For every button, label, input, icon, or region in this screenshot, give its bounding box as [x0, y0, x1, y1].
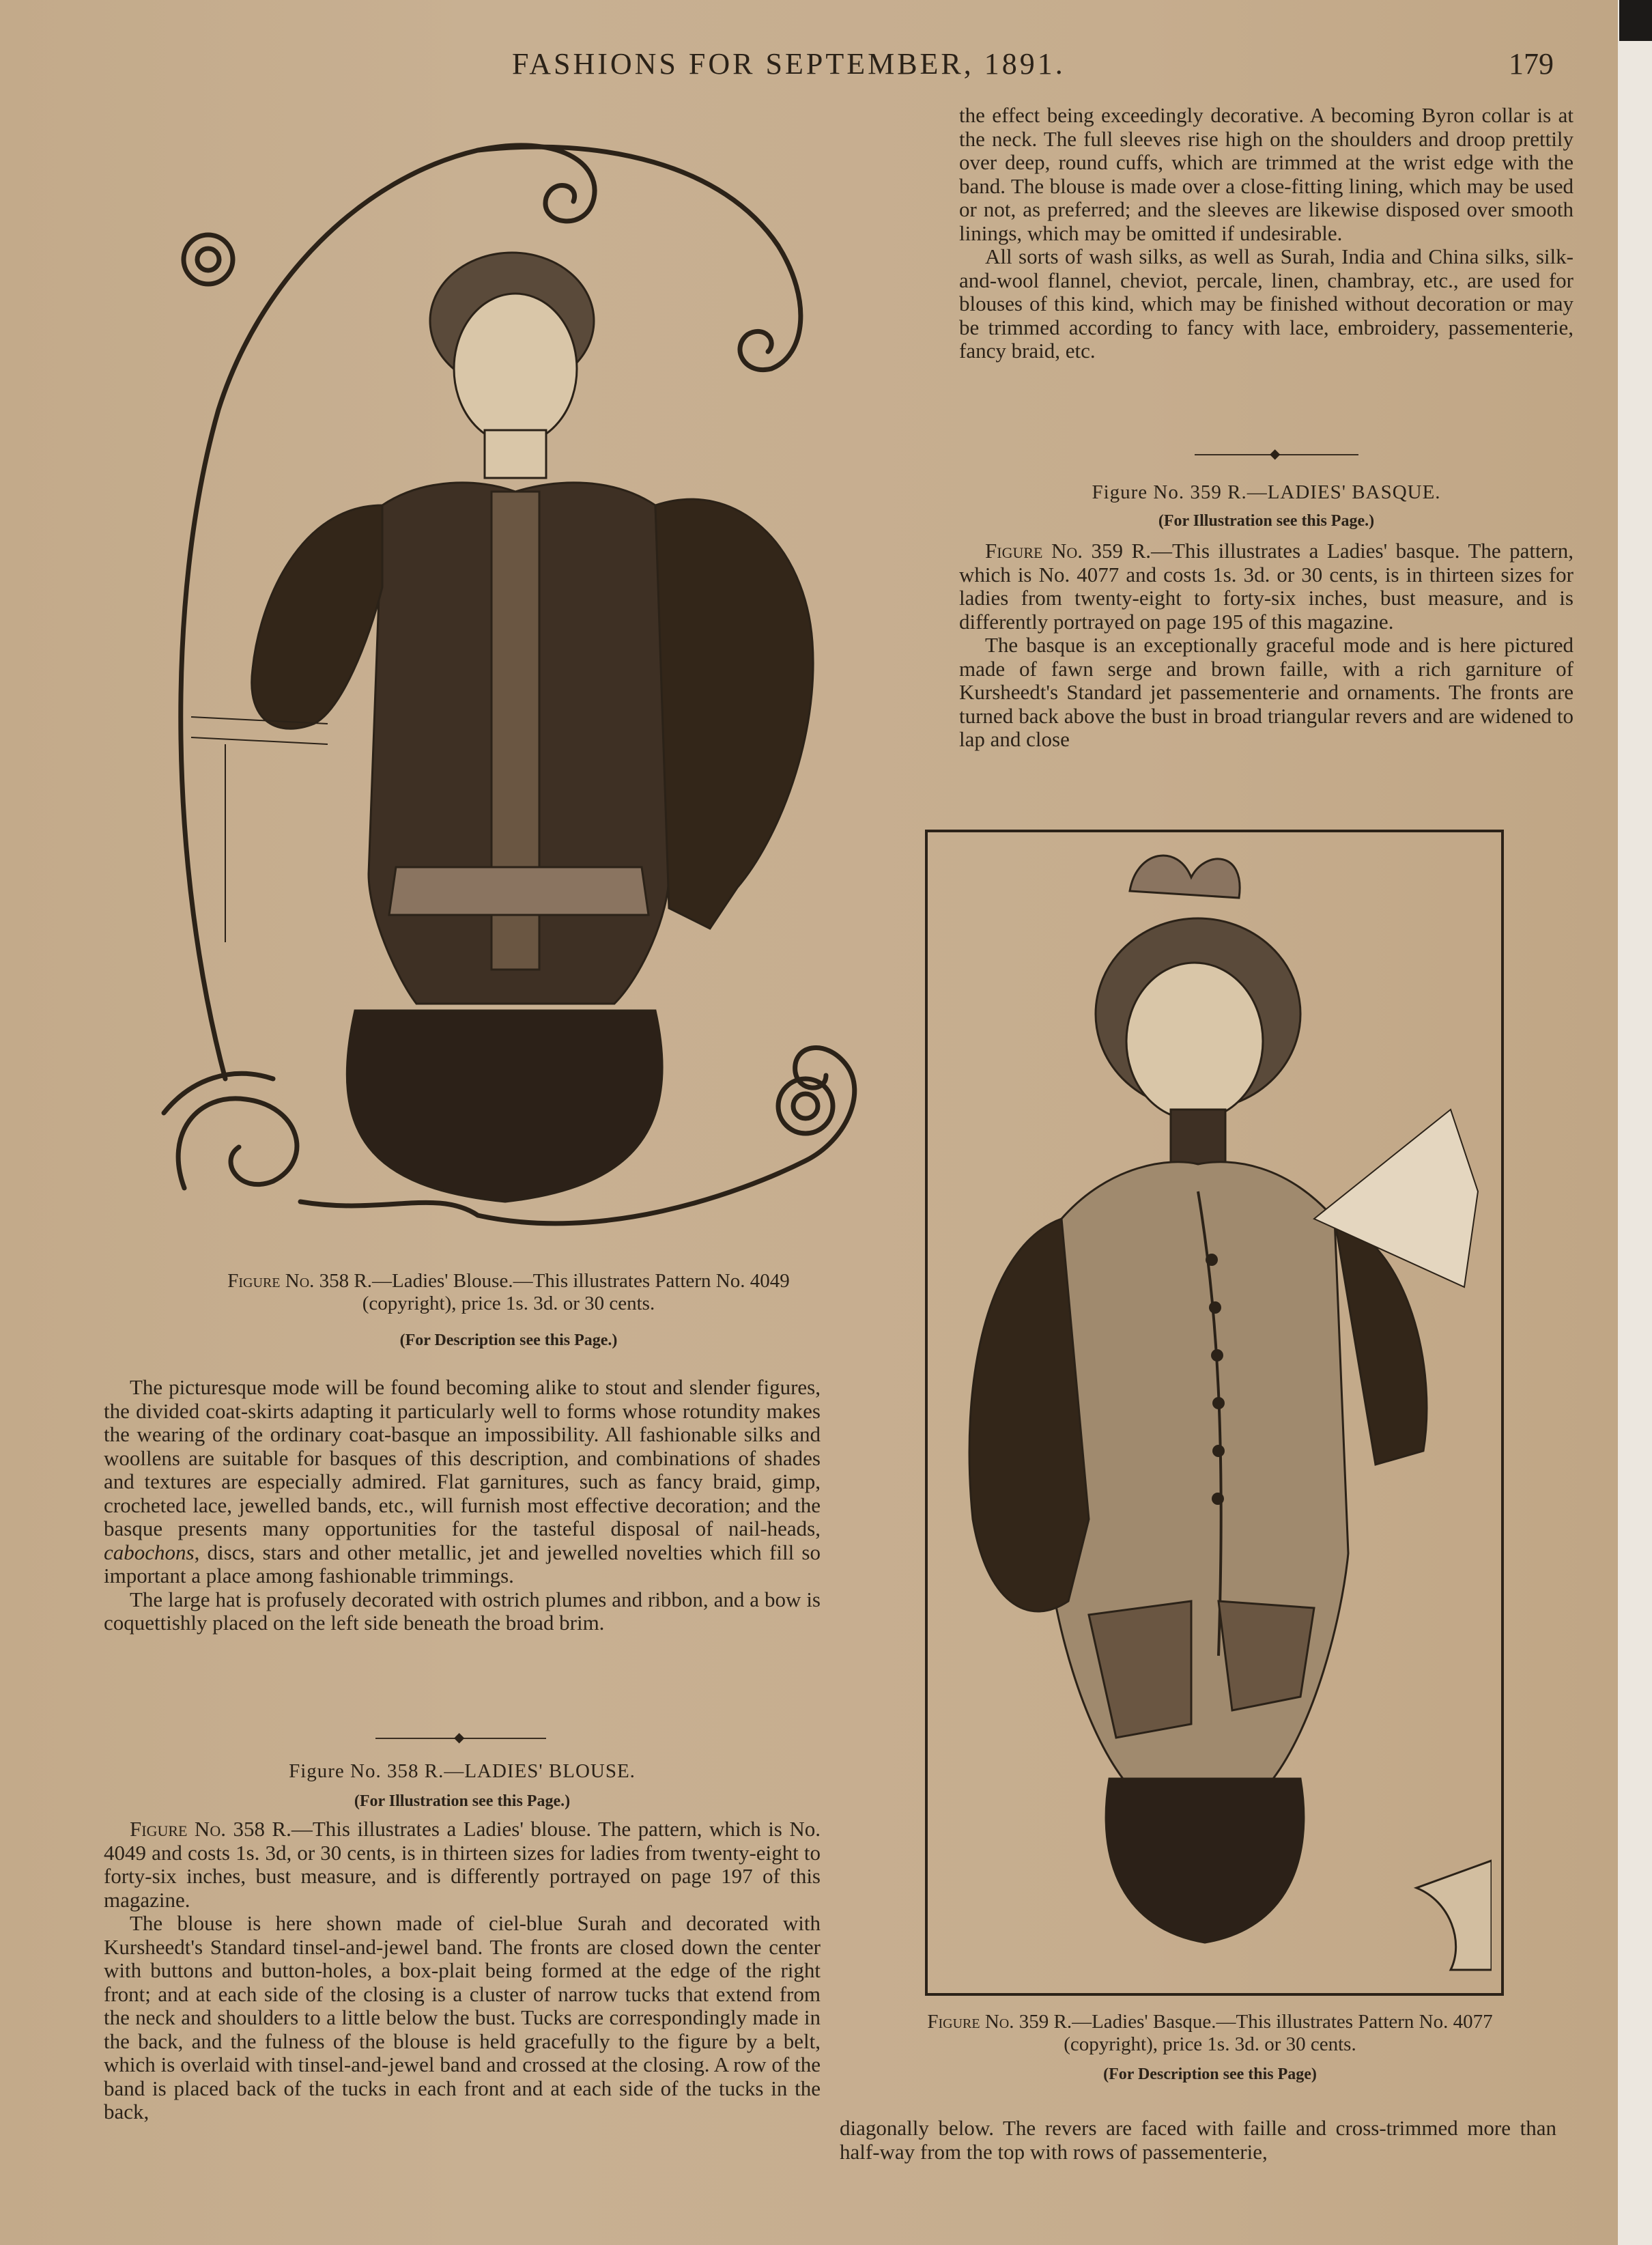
blouse-paragraph-2: The blouse is here shown made of ciel-blue Surah and decorated with Kursheedt's Standard tinsel-and-jewel band. The fronts are closed down the center with buttons and button-holes, a box-plait being formed at the edge of the right front; and at each side of the closing is a cluster of narrow tucks that extend from the neck and shoulders to a little below the bust. Tucks are correspondingly made in the back, and the fulness of the blouse is held gracefully to the figure by a belt, which is overlaid with tinsel-and-jewel band and crossed at the closing. A row of the band is placed back of the tucks in each front and at each side of the tucks in the back,	[104, 1911, 821, 2123]
left-mid-paragraph-2: The large hat is profusely decorated with ostrich plumes and ribbon, and a bow is coquettishly placed on the left side beneath the broad brim.	[104, 1587, 821, 1635]
figure-358-caption-lead: Figure No. 358 R.	[227, 1270, 372, 1292]
left-column-mid-text	[104, 1376, 821, 1635]
right-bottom-paragraph-1: diagonally below. The revers are faced with faille and cross-trimmed more than half-way from the top with rows of passementerie,	[840, 2116, 1556, 2164]
section-divider-left	[375, 1738, 546, 1739]
right-column-top-text	[959, 104, 1573, 363]
blouse-paragraph-1: —This illustrates a Ladies' blouse. The pattern, which is No. 4049 and costs 1s. 3d, or 30 cents, is in thirteen sizes for ladies from twenty-eight to forty-six inches, bust measure, and is differently portrayed on page 197 of this magazine.	[104, 1817, 821, 1912]
figure-358-illustration	[123, 123, 894, 1243]
blouse-section-lead: Figure No. 358 R.	[130, 1817, 291, 1841]
blouse-section-heading: Figure No. 358 R.—LADIES' BLOUSE.	[289, 1760, 636, 1782]
figure-359-caption-lead: Figure No. 359 R.	[927, 2011, 1072, 2033]
page-number: 179	[1509, 47, 1554, 81]
page-edge	[1618, 0, 1652, 2245]
left-mid-italic-term: cabochons	[104, 1540, 195, 1564]
running-header: FASHIONS FOR SEPTEMBER, 1891.	[512, 47, 1066, 81]
figure-359-caption-note: (For Description see this Page)	[1103, 2065, 1317, 2083]
basque-paragraph-2: The basque is an exceptionally graceful mode and is here pictured made of fawn serge and brown faille, with a rich garniture of Kursheedt's Standard jet passementerie and ornaments. The fronts are turned back above the bust in broad triangular revers and are widened to lap and close	[959, 633, 1573, 751]
blouse-section-text	[104, 1818, 821, 2124]
right-top-paragraph-2: All sorts of wash silks, as well as Surah, India and China silks, silk-and-wool flannel, cheviot, percale, linen, chambray, etc., are used for blouses of this kind, which may be finished without decoration or may be trimmed according to fancy with lace, embroidery, passementerie, fancy braid, etc.	[959, 244, 1573, 363]
section-divider-right	[1195, 454, 1358, 455]
basque-paragraph-1: —This illustrates a Ladies' basque. The pattern, which is No. 4077 and costs 1s. 3d. or 30 cents, is in thirteen sizes for ladies from twenty-eight to forty-six inches, bust measure, and is differently portrayed on page 195 of this magazine.	[959, 539, 1573, 634]
figure-359-caption	[891, 2011, 1529, 2056]
right-column-bottom-text	[840, 2117, 1556, 2164]
left-mid-paragraph-1a: The picturesque mode will be found becoming alike to stout and slender figures, the divided coat-skirts adapting it particularly well to forms whose rotundity makes the wearing of the ordinary coat-basque an impossibility. All fashionable silks and woollens are suitable for basques of this description, and combinations of shades and textures are especially admired. Flat garnitures, such as fancy braid, gimp, crocheted lace, jewelled bands, etc., will furnish most effective decoration; and the basque presents many opportunities for the tasteful disposal of nail-heads,	[104, 1375, 821, 1540]
figure-358-caption-text: —Ladies' Blouse.—This illustrates Pattern No. 4049 (copyright), price 1s. 3d. or 30 cents.	[362, 1270, 790, 1314]
left-mid-paragraph-1b: , discs, stars and other metallic, jet and jewelled novelties which fill so important a place among fashionable trimmings.	[104, 1540, 821, 1587]
basque-section-heading: Figure No. 359 R.—LADIES' BASQUE.	[1092, 481, 1441, 503]
figure-358-caption	[191, 1270, 826, 1315]
figure-358-caption-note: (For Description see this Page.)	[399, 1331, 618, 1349]
figure-359-caption-text: —Ladies' Basque.—This illustrates Pattern No. 4077 (copyright), price 1s. 3d. or 30 cents.	[1064, 2011, 1493, 2055]
right-top-paragraph-1: the effect being exceedingly decorative. A becoming Byron collar is at the neck. The full sleeves rise high on the shoulders and droop prettily over deep, round cuffs, which are trimmed at the wrist edge with the band. The blouse is made over a close-fitting lining, which may be used or not, as preferred; and the sleeves are likewise disposed over smooth linings, which may be omitted if undesirable.	[959, 103, 1573, 245]
basque-section-text	[959, 539, 1573, 752]
page-edge-tab	[1619, 0, 1652, 41]
blouse-section-subheading: (For Illustration see this Page.)	[354, 1792, 571, 1810]
basque-section-lead: Figure No. 359 R.	[985, 539, 1151, 563]
figure-359-illustration	[932, 836, 1492, 1983]
basque-section-subheading: (For Illustration see this Page.)	[1158, 512, 1375, 530]
